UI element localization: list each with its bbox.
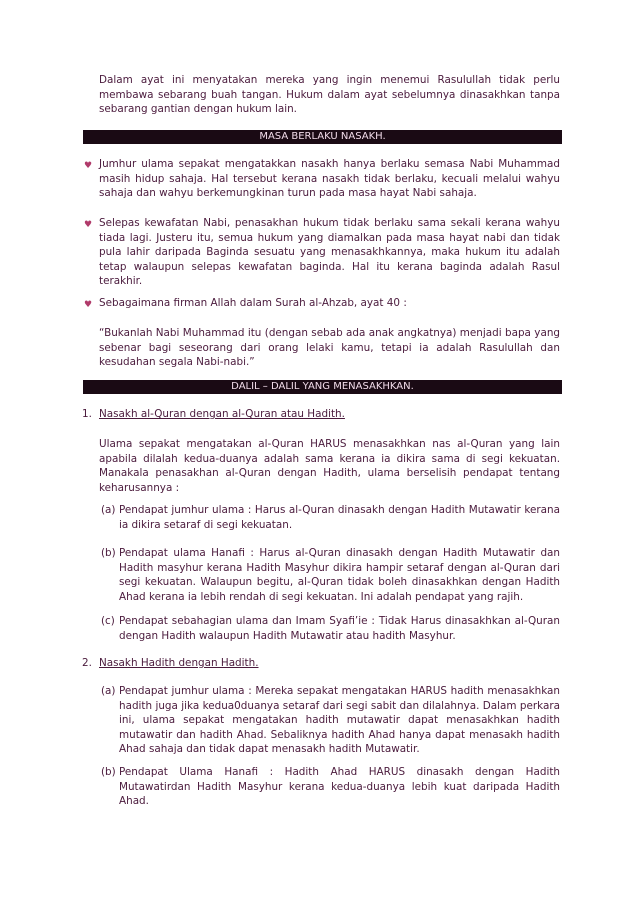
section-heading-dalil: DALIL – DALIL YANG MENASAKHKAN. (83, 380, 562, 394)
item-label: (b) (101, 547, 116, 559)
quote-paragraph: “Bukanlah Nabi Muhammad itu (dengan sebab ada anak angkatnya) menjadi bapa yang sebenar bagi seseorang dari orang lelaki kamu, tetapi ia adalah Rasulullah dan kesudahan segala Nabi-nabi.” (99, 327, 560, 369)
bullet-paragraph: Selepas kewafatan Nabi, penasakhan hukum tidak berlaku sama sekali kerana wahyu tiada lagi. Justeru itu, semua hukum yang diamalkan pada masa hayat nabi dan tidak pula lahir daripada Baginda sesuatu yang menasakhkannya, maka hukum itu adalah tetap walaupun selepas kewafatan baginda. Hal itu kerana baginda adalah Rasul terakhir. (99, 217, 560, 288)
section-title: Nasakh al-Quran dengan al-Quran atau Hadith. (99, 408, 345, 420)
item-label: (a) (101, 685, 116, 697)
section-number: 1. (82, 408, 92, 420)
item-label: (a) (101, 504, 116, 516)
bullet-paragraph: Jumhur ulama sepakat mengatakkan nasakh hanya berlaku semasa Nabi Muhammad masih hidup sahaja. Hal tersebut kerana nasakh tidak berlaku, kecuali melalui wahyu sahaja dan wahyu berkemungkinan turun pada masa hayat Nabi sahaja. (99, 158, 560, 200)
heart-bullet-icon: ♥ (84, 220, 93, 230)
section-title: Nasakh Hadith dengan Hadith. (99, 657, 259, 669)
heart-bullet-icon: ♥ (84, 161, 93, 171)
intro-paragraph: Dalam ayat ini menyatakan mereka yang ingin menemui Rasulullah tidak perlu membawa sebarang buah tangan. Hukum dalam ayat sebelumnya dinasakhkan tanpa sebarang gantian dengan hukum lain. (99, 74, 560, 116)
heart-bullet-icon: ♥ (84, 300, 93, 310)
bullet-paragraph: Sebagaimana firman Allah dalam Surah al-Ahzab, ayat 40 : (99, 297, 407, 309)
item-text: Pendapat jumhur ulama : Mereka sepakat mengatakan HARUS hadith menasakhkan hadith juga jika kedua0duanya setaraf dari segi sabit dan dilalahnya. Dalam perkara ini, ulama sepakat mengatakan hadith mutawatir dapat menasakhkan hadith mutawatir dan hadith Ahad. Sebaliknya hadith Ahad hanya dapat menasakh hadith Ahad sahaja dan tidak dapat menasakh hadith Mutawatir. (119, 685, 560, 756)
item-label: (c) (101, 615, 115, 627)
item-text: Pendapat Ulama Hanafi : Hadith Ahad HARUS dinasakh dengan Hadith Mutawatirdan Hadith Masyhur kerana kedua-duanya lebih kuat daripada Hadith Ahad. (119, 766, 560, 808)
item-label: (b) (101, 766, 116, 778)
item-text: Pendapat jumhur ulama : Harus al-Quran dinasakh dengan Hadith Mutawatir kerana ia dikira setaraf di segi kekuatan. (119, 504, 560, 531)
section-number: 2. (82, 657, 92, 669)
section-heading-masa-berlaku: MASA BERLAKU NASAKH. (83, 130, 562, 144)
item-text: Pendapat sebahagian ulama dan Imam Syafi’ie : Tidak Harus dinasakhkan al-Quran dengan Hadith walaupun Hadith Mutawatir atau hadith Masyhur. (119, 615, 560, 642)
item-text: Pendapat ulama Hanafi : Harus al-Quran dinasakh dengan Hadith Mutawatir dan Hadith masyhur kerana Hadith Masyhur dikira hampir setaraf dengan al-Quran dari segi kekuatan. Walaupun begitu, al-Quran tidak boleh dinasakhkan dengan Hadith Ahad kerana ia lebih rendah di segi kekuatan. Ini adalah pendapat yang rajih. (119, 547, 560, 603)
section-body: Ulama sepakat mengatakan al-Quran HARUS menasakhkan nas al-Quran yang lain apabila dilalah kedua-duanya adalah sama kerana ia dikira sama di segi kekuatan. Manakala penasakhan al-Quran dengan Hadith, ulama berselisih pendapat tentang keharusannya : (99, 438, 560, 494)
